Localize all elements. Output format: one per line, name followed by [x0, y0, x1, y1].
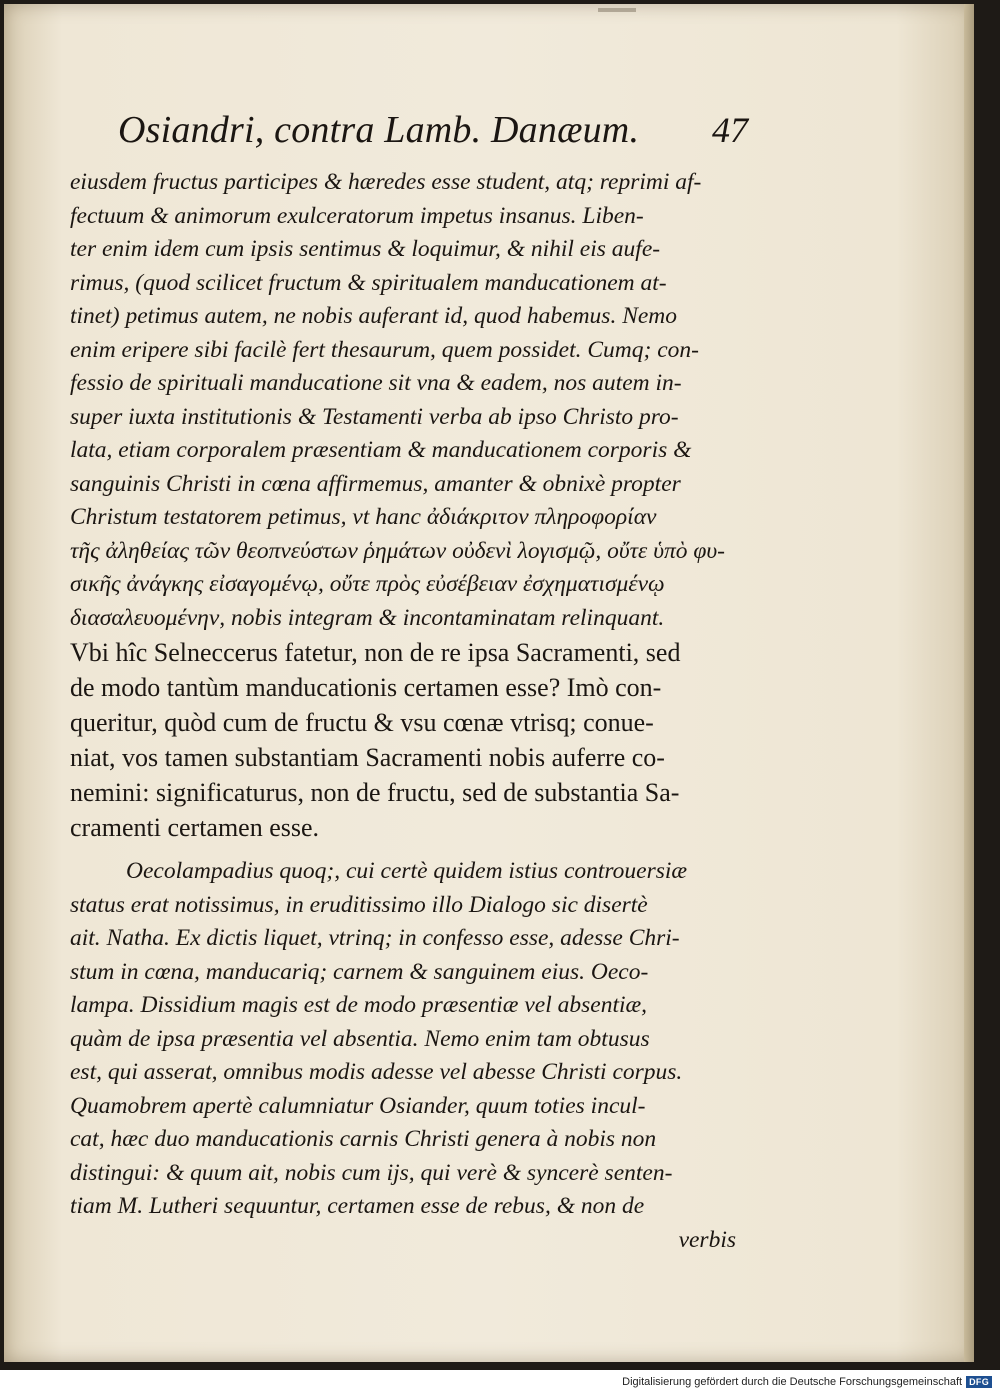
- running-head: Osiandri, contra Lamb. Danæum.: [118, 109, 640, 151]
- page-number: 47: [712, 110, 748, 150]
- text-line: super iuxta institutionis & Testamenti verba ab ipso Christo pro-: [70, 403, 679, 430]
- text-line: rimus, (quod scilicet fructum & spiritualem manducationem at-: [70, 269, 667, 296]
- text-line: de modo tantùm manducationis certamen esse? Imò con-: [70, 673, 662, 702]
- text-line: cramenti certamen esse.: [70, 813, 320, 842]
- text-line: fectuum & animorum exulceratorum impetus insanus. Liben-: [70, 202, 644, 229]
- text-line: lata, etiam corporalem præsentiam & manducationem corporis &: [70, 437, 692, 463]
- text-line: lampa. Dissidium magis est de modo præsentiæ vel absentiæ,: [70, 992, 648, 1018]
- footer-bar: [0, 1370, 1000, 1396]
- paragraph-2: [70, 855, 742, 1257]
- text-line: fessio de spirituali manducatione sit vna & eadem, nos autem in-: [70, 370, 682, 396]
- funding-credit-text: Digitalisierung gefördert durch die Deutsche Forschungsgemeinschaft: [622, 1376, 963, 1388]
- text-line: tinet) petimus autem, ne nobis auferant id, quod habemus. Nemo: [70, 303, 678, 329]
- text-line: eiusdem fructus participes & hæredes esse student, atq; reprimi af-: [70, 169, 702, 195]
- funding-credit: [622, 1376, 992, 1388]
- catchword: verbis: [678, 1226, 736, 1253]
- text-line: stum in cœna, manducariq; carnem & sanguinem eius. Oeco-: [70, 958, 649, 985]
- text-line: tiam M. Lutheri sequuntur, certamen esse de rebus, & non de: [70, 1193, 645, 1219]
- text-line: queritur, quòd cum de fructu & vsu cœnæ vtrisq; conue-: [70, 708, 654, 737]
- roman-commentary: [70, 635, 742, 845]
- page-edge: [964, 4, 974, 1362]
- text-line: nemini: significaturus, non de fructu, sed de substantia Sa-: [70, 778, 680, 807]
- page-mark: [598, 8, 636, 12]
- text-line: Vbi hîc Selneccerus fatetur, non de re ipsa Sacramenti, sed: [70, 638, 681, 667]
- paragraph-gap: [70, 845, 742, 855]
- dfg-logo: DFG: [966, 1376, 992, 1388]
- body-text: [70, 166, 742, 1257]
- greek-line: τῆς ἀληθείας τῶν θεοπνεύστων ῥημάτων οὐδενὶ λογισμῷ, οὔτε ὑπὸ φυ-: [70, 537, 725, 564]
- text-line: ait. Natha. Ex dictis liquet, vtrinq; in confesso esse, adesse Chri-: [70, 925, 680, 951]
- greek-line: σικῆς ἀνάγκης εἰσαγομένῳ, οὔτε πρὸς εὐσέβειαν ἐσχηματισμένῳ: [70, 571, 665, 597]
- text-line: cat, hæc duo manducationis carnis Christi genera à nobis non: [70, 1126, 657, 1152]
- text-line: Oecolampadius quoq;, cui certè quidem istius controuersiæ: [126, 858, 688, 884]
- text-line: quàm de ipsa præsentia vel absentia. Nemo enim tam obtusus: [70, 1025, 650, 1052]
- page-header: [118, 108, 748, 154]
- paragraph-1: [70, 166, 742, 635]
- text-line: sanguinis Christi in cœna affirmemus, amanter & obnixè propter: [70, 470, 681, 497]
- text-line: enim eripere sibi facilè fert thesaurum, quem possidet. Cumq; con-: [70, 336, 699, 363]
- text-line: niat, vos tamen substantiam Sacramenti nobis auferre co-: [70, 743, 665, 772]
- text-line: ter enim idem cum ipsis sentimus & loquimur, & nihil eis aufe-: [70, 236, 661, 262]
- text-line: status erat notissimus, in eruditissimo illo Dialogo sic disertè: [70, 891, 648, 918]
- text-line: est, qui asserat, omnibus modis adesse vel abesse Christi corpus.: [70, 1059, 683, 1085]
- text-line: Christum testatorem petimus, vt hanc ἀδιάκριτον πληροφορίαν: [70, 504, 657, 530]
- text-line: distingui: & quum ait, nobis cum ijs, qui verè & syncerè senten-: [70, 1159, 673, 1186]
- text-line: Quamobrem apertè calumniatur Osiander, quum toties incul-: [70, 1092, 646, 1119]
- greek-line: διασαλευομένην, nobis integram & incontaminatam relinquant.: [70, 604, 665, 631]
